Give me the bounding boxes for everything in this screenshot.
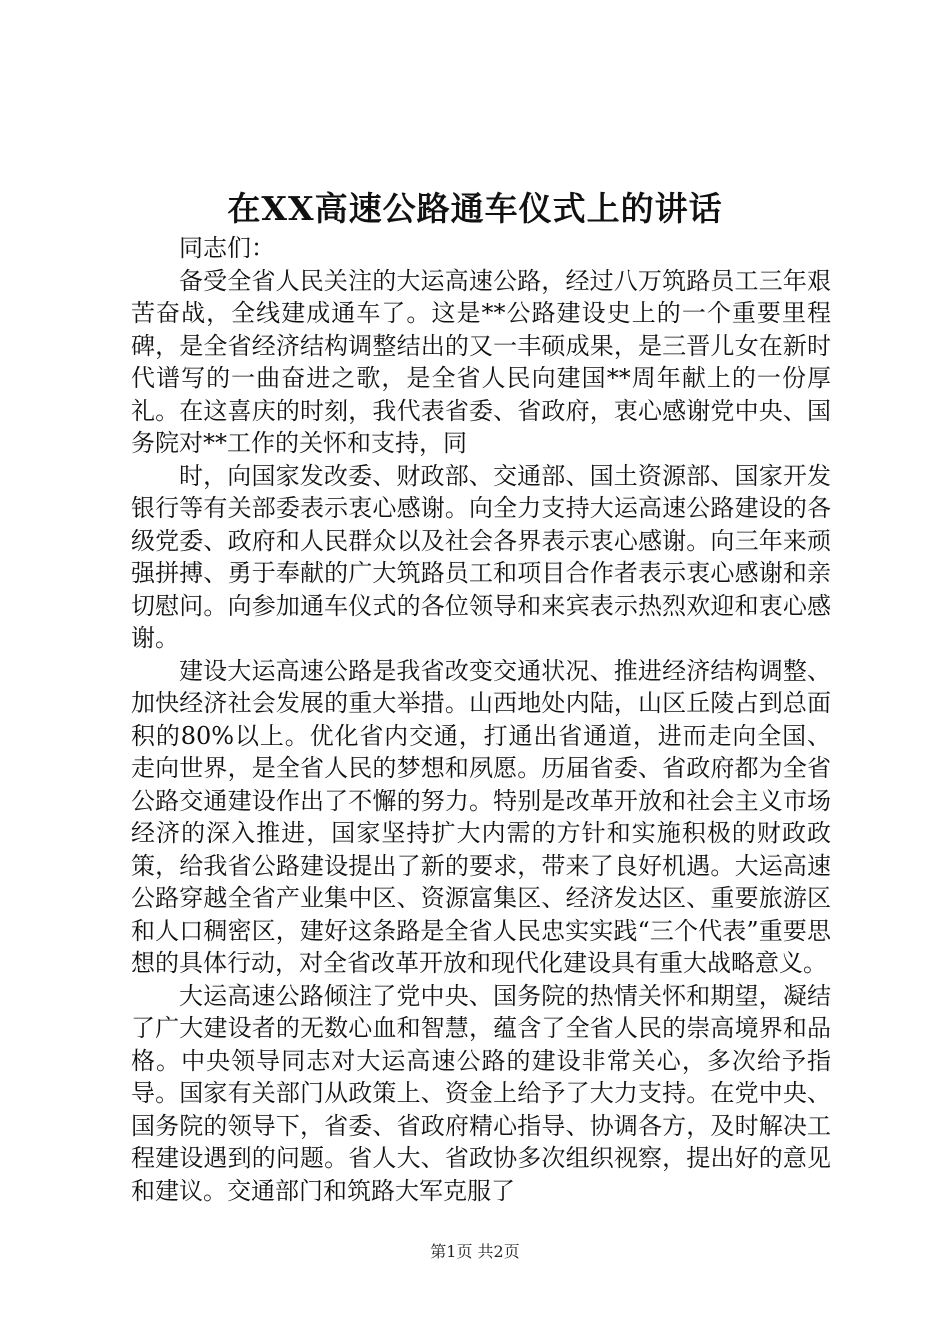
document-title: 在XX高速公路通车仪式上的讲话 [227, 189, 723, 228]
paragraph-1: 备受全省人民关注的大运高速公路，经过八万筑路员工三年艰苦奋战，全线建成通车了。这是**公路建设史上的一个重要里程碑，是全省经济结构调整结出的又一丰硕成果，是三晋儿女在新时代谱写的一曲奋进之歌，是全省人民向建国**周年献上的一份厚礼。在这喜庆的时刻，我代表省委、省政府，衷心感谢党中央、国务院对**工作的关怀和支持，同 [131, 266, 831, 457]
paragraph-4: 大运高速公路倾注了党中央、国务院的热情关怀和期望，凝结了广大建设者的无数心血和智慧，蕴含了全省人民的崇高境界和品格。中央领导同志对大运高速公路的建设非常关心，多次给予指导。国家有关部门从政策上、资金上给予了大力支持。在党中央、国务院的领导下，省委、省政府精心指导、协调各方，及时解决工程建设遇到的问题。省人大、省政协多次组织视察，提出好的意见和建议。交通部门和筑路大军克服了 [131, 981, 831, 1205]
salutation: 同志们： [179, 234, 275, 262]
paragraph-3: 建设大运高速公路是我省改变交通状况、推进经济结构调整、加快经济社会发展的重大举措。山西地处内陆，山区丘陵占到总面积的80%以上。优化省内交通，打通出省通道，进而走向全国、走向世界，是全省人民的梦想和夙愿。历届省委、省政府都为全省公路交通建设作出了不懈的努力。特别是改革开放和社会主义市场经济的深入推进，国家坚持扩大内需的方针和实施积极的财政政策，给我省公路建设提出了新的要求，带来了良好机遇。大运高速公路穿越全省产业集中区、资源富集区、经济发达区、重要旅游区和人口稠密区，建好这条路是全省人民忠实实践“三个代表”重要思想的具体行动，对全省改革开放和现代化建设具有重大战略意义。 [131, 656, 831, 977]
page-footer: 第1页 共2页 [430, 1242, 520, 1261]
document-body [131, 232, 831, 1207]
paragraph-2: 时，向国家发改委、财政部、交通部、国土资源部、国家开发银行等有关部委表示衷心感谢。向全力支持大运高速公路建设的各级党委、政府和人民群众以及社会各界表示衷心感谢。向三年来顽强拼搏、勇于奉献的广大筑路员工和项目合作者表示衷心感谢和亲切慰问。向参加通车仪式的各位领导和来宾表示热烈欢迎和衷心感谢。 [131, 461, 831, 652]
